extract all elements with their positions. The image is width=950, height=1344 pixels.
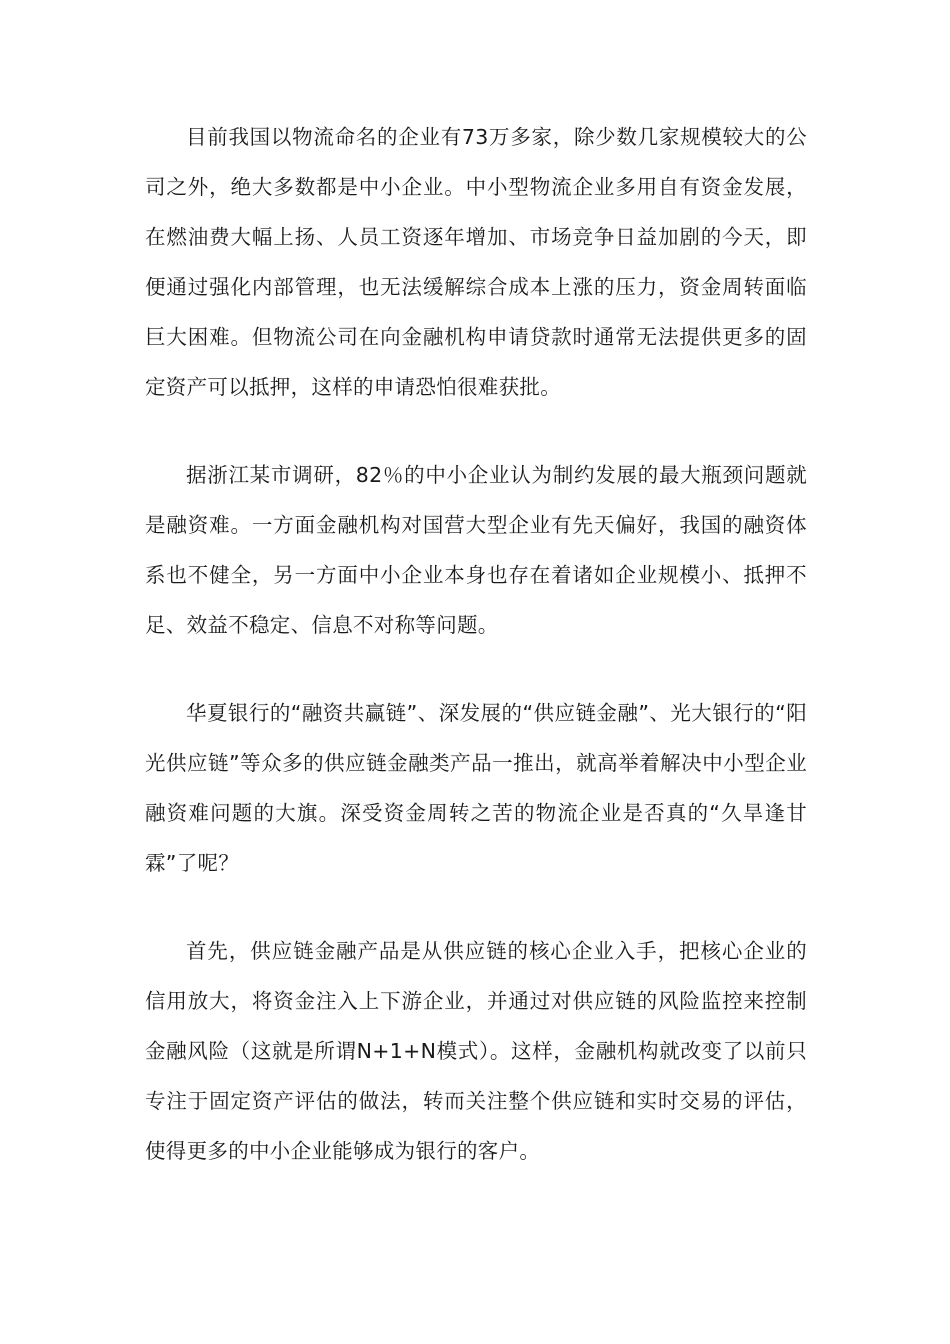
paragraph-financing-survey: 据浙江某市调研，82％的中小企业认为制约发展的最大瓶颈问题就是融资难。一方面金融机构对国营大型企业有先天偏好，我国的融资体系也不健全，另一方面中小企业本身也存在着诸如企业规模小、抵押不足、效益不稳定、信息不对称等问题。 bbox=[145, 463, 807, 637]
document-body bbox=[145, 112, 807, 1176]
paragraph-supply-chain-model: 首先，供应链金融产品是从供应链的核心企业入手，把核心企业的信用放大，将资金注入上下游企业，并通过对供应链的风险监控来控制金融风险（这就是所谓N+1+N模式）。这样，金融机构就改变了以前只专注于固定资产评估的做法，转而关注整个供应链和实时交易的评估，使得更多的中小企业能够成为银行的客户。 bbox=[145, 939, 807, 1163]
paragraph-bank-products: 华夏银行的“融资共赢链”、深发展的“供应链金融”、光大银行的“阳光供应链”等众多的供应链金融类产品一推出，就高举着解决中小型企业融资难问题的大旗。深受资金周转之苦的物流企业是否真的“久旱逢甘霖”了呢？ bbox=[145, 701, 807, 875]
paragraph-logistics-enterprises: 目前我国以物流命名的企业有73万多家，除少数几家规模较大的公司之外，绝大多数都是中小企业。中小型物流企业多用自有资金发展，在燃油费大幅上扬、人员工资逐年增加、市场竞争日益加剧的今天，即便通过强化内部管理，也无法缓解综合成本上涨的压力，资金周转面临巨大困难。但物流公司在向金融机构申请贷款时通常无法提供更多的固定资产可以抵押，这样的申请恐怕很难获批。 bbox=[145, 125, 807, 399]
